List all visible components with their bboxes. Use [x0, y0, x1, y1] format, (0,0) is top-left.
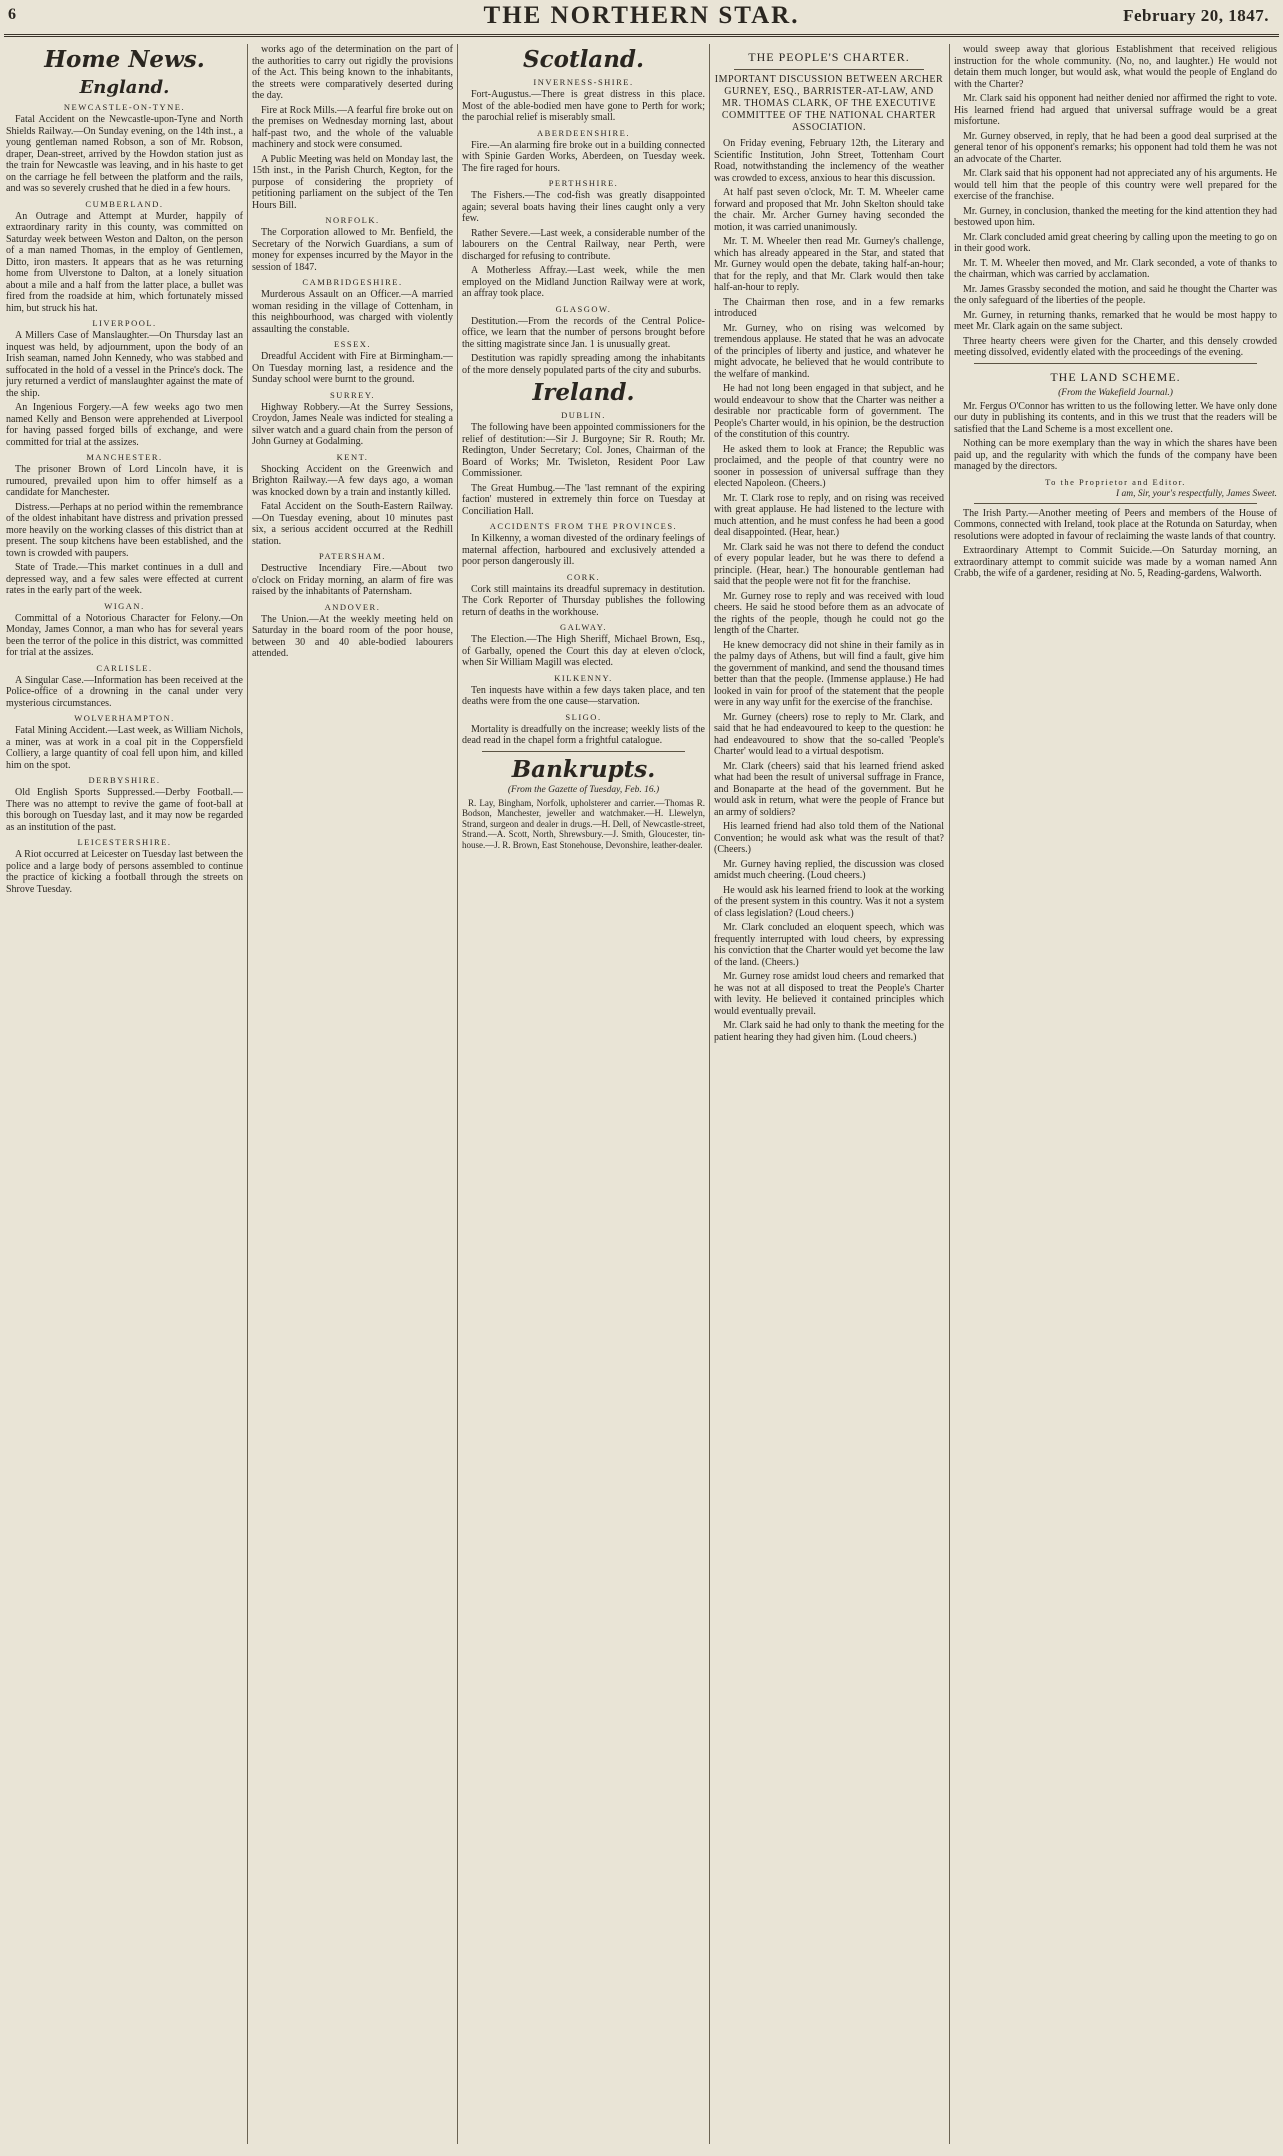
- article-paragraph: Mr. T. Clark rose to reply, and on rising was received with great applause. He had listened to the lecture with much attention, and he must confess he had been a good deal disappointed. (Hear, hear.): [714, 492, 944, 538]
- place-heading: ESSEX.: [333, 339, 372, 349]
- divider: [734, 69, 924, 70]
- sub-heading-england: England.: [79, 77, 170, 98]
- article-paragraph: Mr. Gurney rose amidst loud cheers and remarked that he was not at all disposed to treat the People's Charter with levity. He believed it contained principles which would eventually prevail.: [714, 971, 944, 1017]
- article-paragraph: Extraordinary Attempt to Commit Suicide.—On Saturday morning, an extraordinary attempt to commit suicide was made by a woman named Ann Crabb, the wife of a gardener, residing at No. 5, Reading-gardens, Walworth.: [954, 545, 1277, 579]
- place-heading: PERTHSHIRE.: [548, 178, 619, 188]
- article-paragraph: Fatal Accident on the South-Eastern Railway.—On Tuesday evening, about 10 minutes past six, a serious accident occurred at the Redhill station.: [252, 501, 453, 547]
- column-scotland-ireland: [462, 44, 705, 2144]
- article-paragraph: The Election.—The High Sheriff, Michael Brown, Esq., of Garbally, opened the Court this day at eleven o'clock, when Sir William Magill was elected.: [462, 634, 705, 668]
- article-paragraph: Nothing can be more exemplary than the way in which the shares have been paid up, and the regularity with which the funds of the company have been managed by the directors.: [954, 438, 1277, 472]
- article-paragraph: would sweep away that glorious Establishment that received religious instruction for the whole community. (No, no, and laughter.) He would not detain them much longer, but would ask, what would the people of England do with the Charter?: [954, 44, 1277, 90]
- article-paragraph: Destitution.—From the records of the Central Police-office, we learn that the number of persons brought before the sitting magistrate since Jan. 1 is unusually great.: [462, 315, 705, 350]
- article-paragraph: Mr. Gurney (cheers) rose to reply to Mr. Clark, and said that he had endeavoured to keep to the question: he had endeavoured to show that the so-called 'People's Charter' would lead to a virtual despotism.: [714, 711, 944, 757]
- article-paragraph: He knew democracy did not shine in their family as in the palmy days of Athens, but will find a fault, give him the government of mankind, and send the thousand times better than that the people. (Immense applause.) He had looked in vain for proof of the statement that the people were in any way unfit for the exercise of the franchise.: [714, 639, 944, 708]
- article-paragraph: Mr. Gurney, in returning thanks, remarked that he would be most happy to meet Mr. Clark again on the same subject.: [954, 309, 1277, 332]
- newspaper-title: THE NORTHERN STAR.: [483, 2, 800, 29]
- article-paragraph: Distress.—Perhaps at no period within the remembrance of the oldest inhabitant have distress and privation pressed more heavily on the working classes of this district than at present. The soup kitchens have been established, and the town is crowded with paupers.: [6, 501, 243, 559]
- masthead-rule: [4, 34, 1279, 37]
- article-paragraph: A Public Meeting was held on Monday last, the 15th inst., in the Parish Church, Kegton, for the purpose of considering the propriety of petitioning parliament on the subject of the Ten Hours Bill.: [252, 153, 453, 211]
- article-paragraph: The Irish Party.—Another meeting of Peers and members of the House of Commons, connected with Ireland, took place at the Rotunda on Saturday, when resolutions were adopted in favour of reclaiming the waste lands of that country.: [954, 507, 1277, 542]
- article-paragraph: He asked them to look at France; the Republic was proclaimed, and the people of that country were no sooner in possession of universal suffrage than they elected Napoleon. (Cheers.): [714, 443, 944, 489]
- column-home-news: [6, 44, 243, 2144]
- column-rule: [457, 44, 458, 2144]
- place-heading: WOLVERHAMPTON.: [74, 713, 175, 723]
- charter-headline: IMPORTANT DISCUSSION BETWEEN ARCHER GURNEY, ESQ., BARRISTER-AT-LAW, AND MR. THOMAS CLARK, OF THE EXECUTIVE COMMITTEE OF THE NATIONAL CHARTER ASSOCIATION.: [714, 74, 944, 133]
- article-paragraph: Destitution was rapidly spreading among the inhabitants of the more densely populated parts of the city and suburbs.: [462, 353, 705, 376]
- article-paragraph: The Great Humbug.—The 'last remnant of the expiring faction' mustered in extremely thin force on Tuesday at Conciliation Hall.: [462, 482, 705, 517]
- article-paragraph: Fort-Augustus.—There is great distress in this place. Most of the able-bodied men have gone to Perth for work; the parochial relief is miserably small.: [462, 89, 705, 123]
- article-paragraph: Cork still maintains its dreadful supremacy in destitution. The Cork Reporter of Thursday publishes the following return of deaths in the workhouse.: [462, 583, 705, 618]
- article-paragraph: Mr. Gurney rose to reply and was received with loud cheers. He said he stood before them as an advocate of the rights of the people, though he could not go the length of the Charter.: [714, 590, 944, 636]
- place-heading: LEICESTERSHIRE.: [77, 837, 172, 847]
- article-paragraph: State of Trade.—This market continues in a dull and depressed way, and a few sales were effected at current rates in the early part of the week.: [6, 562, 243, 596]
- column-rule: [949, 44, 950, 2144]
- divider: [974, 503, 1257, 504]
- place-heading: CAMBRIDGESHIRE.: [302, 277, 403, 287]
- article-paragraph: The Union.—At the weekly meeting held on Saturday in the board room of the poor house, between 30 and 40 able-bodied labourers attended.: [252, 613, 453, 659]
- article-paragraph: Old English Sports Suppressed.—Derby Football.—There was no attempt to revive the game of foot-ball at this borough on Tuesday last, and it may now be regarded as an institution of the past.: [6, 787, 243, 833]
- article-paragraph: Mr. Clark concluded an eloquent speech, which was frequently interrupted with loud cheers, by expressing his conviction that the Charter would yet become the law of the land. (Cheers.): [714, 922, 944, 968]
- article-paragraph: In Kilkenny, a woman divested of the ordinary feelings of maternal affection, harboured and exclusively attended a poor person dangerously ill.: [462, 533, 705, 567]
- place-heading: CARLISLE.: [96, 662, 153, 673]
- letter-signoff: I am, Sir, your's respectfully, James Sweet.: [1115, 488, 1277, 499]
- article-paragraph: At half past seven o'clock, Mr. T. M. Wheeler came forward and proposed that Mr. John Skelton should take the chair. Mr. Archer Gurney having seconded the motion, it was carried unanimously.: [714, 187, 944, 233]
- article-paragraph: A Millers Case of Manslaughter.—On Thursday last an inquest was held, by adjournment, upon the body of an Irish seaman, named John Kennedy, who was stabbed and suffocated in the hold of a vessel in the Prince's dock. The jury returned a verdict of manslaughter against the mate of the ship.: [6, 330, 243, 399]
- article-paragraph: Fatal Mining Accident.—Last week, as William Nichols, a miner, was at work in a coal pit in the Coppersfield Colliery, a large quantity of coal fell upon him, and killed him on the spot.: [6, 725, 243, 771]
- article-paragraph: Mr. T. M. Wheeler then moved, and Mr. Clark seconded, a vote of thanks to the chairman, which was carried by acclamation.: [954, 257, 1277, 280]
- article-paragraph: An Outrage and Attempt at Murder, happily of extraordinary rarity in this county, was committed on Saturday week between Weston and Dalton, on the person of a man named Thomas, in the employ of Gentlemen, Ditto, iron masters. It appears that as he was returning home from Ulverstone to Dalton, at a lonely situation about a mile and a half from the latter place, a bullet was fired from the roadside at him, which fortunately missed him, but struck his hat.: [6, 210, 243, 314]
- article-paragraph: Murderous Assault on an Officer.—A married woman residing in the village of Cottenham, in this neighbourhood, was charged with violently assaulting the constable.: [252, 289, 453, 335]
- place-heading: WIGAN.: [104, 600, 145, 611]
- divider: [482, 751, 685, 752]
- article-paragraph: On Friday evening, February 12th, the Literary and Scientific Institution, John Street, Tottenham Court Road, notwithstanding the inclemency of the weather was crowded to excess, anxious to hear this discussion.: [714, 138, 944, 184]
- place-heading: ACCIDENTS FROM THE PROVINCES.: [489, 521, 678, 531]
- issue-date: February 20, 1847.: [1123, 6, 1269, 25]
- article-paragraph: Ten inquests have within a few days taken place, and ten deaths were from the one cause—starvation.: [462, 684, 705, 707]
- column-charter-continued: [954, 44, 1277, 2144]
- section-heading-bankrupts: Bankrupts.: [511, 755, 656, 783]
- section-heading-ireland: Ireland.: [532, 379, 635, 406]
- column-peoples-charter: [714, 44, 944, 2144]
- article-paragraph: Shocking Accident on the Greenwich and Brighton Railway.—A few days ago, a woman was knocked down by a train and instantly killed.: [252, 463, 453, 498]
- article-paragraph: Mr. Clark (cheers) said that his learned friend asked what had been the result of universal suffrage in France, and Bonaparte at the head of the government. But he would ask in return, what were the people of France but an army of soldiers?: [714, 760, 944, 818]
- place-heading: NEWCASTLE-ON-TYNE.: [63, 102, 186, 112]
- article-paragraph: The following have been appointed commissioners for the relief of destitution:—Sir J. Burgoyne; Sir R. Routh; Mr. Redington, Under Secretary; Col. Jones, Chairman of the Board of Works; Mr. Twisleton, Resident Poor Law Commissioner.: [462, 422, 705, 479]
- place-heading: NORFOLK.: [325, 215, 380, 225]
- place-heading: SURREY.: [329, 389, 376, 400]
- gazette-source: (From the Gazette of Tuesday, Feb. 16.): [507, 784, 660, 795]
- place-heading: ABERDEENSHIRE.: [536, 127, 630, 138]
- place-heading: KILKENNY.: [554, 672, 613, 683]
- article-paragraph: Mr. Clark said he had only to thank the meeting for the patient hearing they had given him. (Loud cheers.): [714, 1020, 944, 1043]
- column-rule: [247, 44, 248, 2144]
- divider: [974, 363, 1257, 364]
- article-paragraph: Fatal Accident on the Newcastle-upon-Tyne and North Shields Railway.—On Sunday evening, on the 14th inst., a young gentleman named Robson, a son of Mr. Robson, draper, Dean-street, arrived by the Howdon station just as the train for Newcastle was leaving, and in his haste to get on the carriage he fell between the platform and the rails, and was so severely crushed that he died in a few hours.: [6, 114, 243, 194]
- article-paragraph: Dreadful Accident with Fire at Birmingham.—On Tuesday morning last, a residence and the Sunday school were burnt to the ground.: [252, 351, 453, 385]
- article-paragraph: Rather Severe.—Last week, a considerable number of the labourers on the Central Railway, near Perth, were discharged for refusing to contribute.: [462, 227, 705, 262]
- article-paragraph: Mr. T. M. Wheeler then read Mr. Gurney's challenge, which has already appeared in the Star, and stated that Mr. Gurney would open the debate, taking half-an-hour; that for the reply, and that Mr. Clark would then take half-an-hour to reply.: [714, 236, 944, 293]
- article-paragraph: A Singular Case.—Information has been received at the Police-office of a drowning in the canal under very mysterious circumstances.: [6, 674, 243, 709]
- article-paragraph: Mr. Clark said his opponent had neither denied nor affirmed the right to vote. His learned friend had argued that universal suffrage would be a great misfortune.: [954, 93, 1277, 127]
- article-paragraph: Mortality is dreadfully on the increase; weekly lists of the dead read in the chapel form a frightful catalogue.: [462, 723, 705, 746]
- article-paragraph: Mr. Gurney observed, in reply, that he had been a good deal surprised at the general tenor of his opponent's remarks; his opponent had told them he was not an advocate of the Charter.: [954, 130, 1277, 165]
- column-regional-news: [252, 44, 453, 2144]
- place-heading: DUBLIN.: [561, 410, 606, 420]
- article-paragraph: Committal of a Notorious Character for Felony.—On Monday, James Connor, a man who has for several years been the terror of the police in this district, was committed for trial at the assizes.: [6, 612, 243, 658]
- article-paragraph: Mr. Gurney, who on rising was welcomed by tremendous applause. He stated that he was an advocate of the principles of liberty and justice, and whatever he might advocate, he believed that he would contribute to the welfare of mankind.: [714, 322, 944, 380]
- page-number: 6: [8, 6, 16, 23]
- article-paragraph: Mr. Clark concluded amid great cheering by calling upon the meeting to go on in their good work.: [954, 231, 1277, 254]
- place-heading: SLIGO.: [565, 711, 602, 722]
- place-heading: GALWAY.: [560, 622, 607, 632]
- article-paragraph: He had not long been engaged in that subject, and he would endeavour to show that the Charter was neither a desirable nor practicable form of government. The People's Charter would, in his opinion, be the destruction of the constitution of this country.: [714, 383, 944, 440]
- article-paragraph: The Corporation allowed to Mr. Benfield, the Secretary of the Norwich Guardians, a sum of money for expenses incurred by the Mayor in the session of 1847.: [252, 227, 453, 273]
- article-paragraph: Fire.—An alarming fire broke out in a building connected with Spinie Garden Works, Aberdeen, on Tuesday week. The fire raged for hours.: [462, 139, 705, 174]
- article-paragraph: His learned friend had also told them of the National Convention; he would ask what was the result of that? (Cheers.): [714, 821, 944, 855]
- letter-salutation: To the Proprietor and Editor.: [1045, 476, 1186, 487]
- charter-heading: THE PEOPLE'S CHARTER.: [748, 50, 910, 64]
- article-paragraph: A Riot occurred at Leicester on Tuesday last between the police and a large body of persons assembled to continue the practice of kicking a football through the streets on Shrove Tuesday.: [6, 849, 243, 895]
- place-heading: CUMBERLAND.: [85, 198, 164, 209]
- article-paragraph: Mr. Clark said that his opponent had not appreciated any of his arguments. He would tell him that the people of this country were well prepared for the exercise of the franchise.: [954, 168, 1277, 202]
- article-paragraph: Mr. Clark said he was not there to defend the conduct of every popular leader, but he was there to defend a principle. (Hear, hear.) The honourable gentleman had said that the people were not fit for the franchise.: [714, 541, 944, 587]
- place-heading: INVERNESS-SHIRE.: [533, 77, 634, 87]
- article-paragraph: Highway Robbery.—At the Surrey Sessions, Croydon, James Neale was indicted for stealing a silver watch and a guard chain from the person of John Gurney at Godalming.: [252, 401, 453, 447]
- place-heading: PATERSHAM.: [319, 551, 386, 561]
- land-scheme-heading: THE LAND SCHEME.: [1050, 369, 1181, 384]
- article-paragraph: Mr. Gurney, in conclusion, thanked the meeting for the kind attention they had bestowed upon him.: [954, 205, 1277, 228]
- place-heading: LIVERPOOL.: [92, 318, 157, 328]
- article-paragraph: Destructive Incendiary Fire.—About two o'clock on Friday morning, an alarm of fire was raised by the inhabitants of Paternsham.: [252, 563, 453, 597]
- article-paragraph: An Ingenious Forgery.—A few weeks ago two men named Kelly and Benson were apprehended at Liverpool for having passed forged bills of exchange, and were committed for trial at the assizes.: [6, 402, 243, 448]
- section-heading-scotland: Scotland.: [522, 46, 645, 73]
- place-heading: DERBYSHIRE.: [88, 775, 161, 785]
- article-paragraph: He would ask his learned friend to look at the working of the present system in this country. Was it not a system of class legislation? (Loud cheers.): [714, 884, 944, 919]
- place-heading: ANDOVER.: [324, 601, 381, 612]
- bankrupts-list: R. Lay, Bingham, Norfolk, upholsterer and carrier.—Thomas R. Bodson, Manchester, jeweller and watchmaker.—H. Llewelyn, Strand, surgeon and dealer in drugs.—H. Dell, of Newcastle-street, Strand.—A. Scott, North, Shrewsbury.—J. Smith, Gloucester, tin-house.—J. R. Brown, East Stonehouse, Devonshire, leather-dealer.: [462, 797, 705, 850]
- masthead: [0, 0, 1283, 34]
- article-paragraph: A Motherless Affray.—Last week, while the men employed on the Midland Junction Railway were at work, an affray took place.: [462, 265, 705, 299]
- article-paragraph: The Chairman then rose, and in a few remarks introduced: [714, 296, 944, 319]
- column-rule: [709, 44, 710, 2144]
- article-paragraph: The prisoner Brown of Lord Lincoln have, it is rumoured, prevailed upon him to offer himself as a candidate for Manchester.: [6, 464, 243, 498]
- section-heading-home-news: Home News.: [44, 46, 205, 73]
- article-paragraph: The Fishers.—The cod-fish was greatly disappointed again; several boats having their lines caught only a very few.: [462, 190, 705, 224]
- place-heading: KENT.: [336, 451, 369, 462]
- place-heading: GLASGOW.: [555, 303, 612, 314]
- article-paragraph: Mr. Fergus O'Connor has written to us the following letter. We have only done our duty in publishing its contents, and in this we trust that the readers will be satisfied that the Land Scheme is a most excellent one.: [954, 400, 1277, 435]
- article-paragraph: Mr. James Grassby seconded the motion, and said he thought the Charter was the only safeguard of the liberties of the people.: [954, 283, 1277, 306]
- article-paragraph: Fire at Rock Mills.—A fearful fire broke out on the premises on Wednesday morning last, about half-past two, and the whole of the valuable machinery and stock were consumed.: [252, 104, 453, 150]
- place-heading: CORK.: [566, 571, 601, 582]
- article-paragraph: works ago of the determination on the part of the authorities to carry out rigidly the provisions of the Act. This being known to the inhabitants, the streets were comparatively deserted during the day.: [252, 44, 453, 101]
- land-scheme-source: (From the Wakefield Journal.): [1058, 387, 1173, 398]
- article-paragraph: Mr. Gurney having replied, the discussion was closed amidst much cheering. (Loud cheers.): [714, 858, 944, 881]
- article-paragraph: Three hearty cheers were given for the Charter, and this densely crowded meeting dissolved, evidently elated with the proceedings of the evening.: [954, 335, 1277, 358]
- place-heading: MANCHESTER.: [86, 452, 163, 462]
